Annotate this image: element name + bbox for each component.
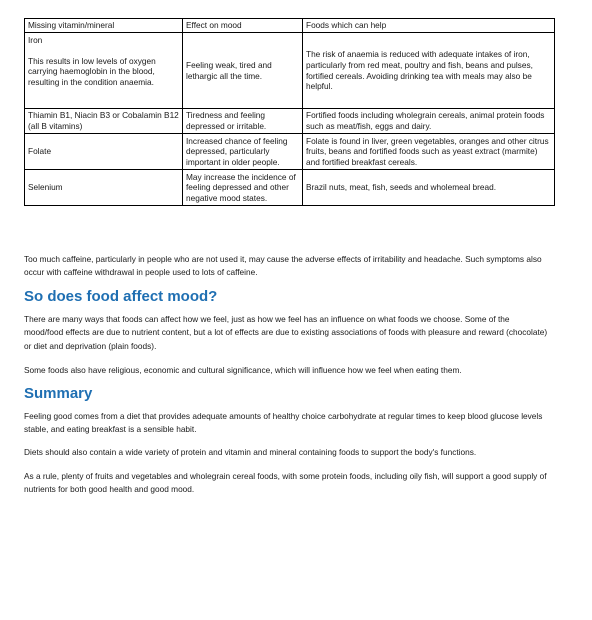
nutrient-note: This results in low levels of oxygen carrying haemoglobin in the blood, resulting in the condition anaemia. xyxy=(28,55,156,87)
section-heading-summary: Summary xyxy=(24,385,93,402)
cell-foods: The risk of anaemia is reduced with adequate intakes of iron, particularly from red meat, poultry and fish, beans and pulses, fortified cereals. Avoiding drinking tea with meals may also be helpful. xyxy=(303,33,555,109)
table-header-row xyxy=(25,19,555,33)
table-row-folate xyxy=(25,134,555,170)
cell-foods: Folate is found in liver, green vegetables, oranges and other citrus fruits, beans and fortified foods such as yeast extract (marmite) and fortified breakfast cereals. xyxy=(303,134,555,170)
body-paragraph: As a rule, plenty of fruits and vegetables and wholegrain cereal foods, with some protein foods, including oily fish, will support a good supply of nutrients for both good health and good mood. xyxy=(24,471,547,495)
vitamin-mood-table xyxy=(24,18,555,206)
column-header-effect: Effect on mood xyxy=(183,19,303,33)
nutrient-name: Iron xyxy=(28,35,43,45)
table-row-iron xyxy=(25,33,555,109)
body-paragraph: Some foods also have religious, economic and cultural significance, which will influence how we feel when eating them. xyxy=(24,365,462,375)
cell-foods: Fortified foods including wholegrain cereals, animal protein foods such as meat/fish, eggs and dairy. xyxy=(303,109,555,134)
table-row-b-vitamins xyxy=(25,109,555,134)
body-paragraph: Diets should also contain a wide variety of protein and vitamin and mineral containing foods to support the body's functions. xyxy=(24,447,477,457)
cell-nutrient: Folate xyxy=(25,134,183,170)
cell-nutrient: Selenium xyxy=(25,170,183,206)
caffeine-paragraph: Too much caffeine, particularly in people who are not used it, may cause the adverse effects of irritability and headache. Such symptoms also occur with caffeine withdrawal in people used to lots of caffeine. xyxy=(24,254,542,278)
cell-effect: Increased chance of feeling depressed, particularly important in older people. xyxy=(183,134,303,170)
body-paragraph: There are many ways that foods can affect how we feel, just as how we feel has an influence on what foods we choose. Some of the mood/food effects are due to nutrient content, but a lot of effects are due to existing associations of foods with pleasure and reward (chocolate) or diet and deprivation (plain foods). xyxy=(24,314,548,351)
column-header-foods: Foods which can help xyxy=(303,19,555,33)
cell-effect: Feeling weak, tired and lethargic all the time. xyxy=(183,33,303,109)
cell-effect: May increase the incidence of feeling depressed and other negative mood states. xyxy=(183,170,303,206)
cell-nutrient xyxy=(25,33,183,109)
cell-nutrient: Thiamin B1, Niacin B3 or Cobalamin B12 (all B vitamins) xyxy=(25,109,183,134)
table-row-selenium xyxy=(25,170,555,206)
section-heading-food-mood: So does food affect mood? xyxy=(24,288,218,305)
cell-effect: Tiredness and feeling depressed or irritable. xyxy=(183,109,303,134)
cell-foods: Brazil nuts, meat, fish, seeds and wholemeal bread. xyxy=(303,170,555,206)
body-paragraph: Feeling good comes from a diet that provides adequate amounts of healthy choice carbohydrate at regular times to keep blood glucose levels stable, and eating breakfast is a sensible habit. xyxy=(24,411,543,435)
column-header-nutrient: Missing vitamin/mineral xyxy=(25,19,183,33)
